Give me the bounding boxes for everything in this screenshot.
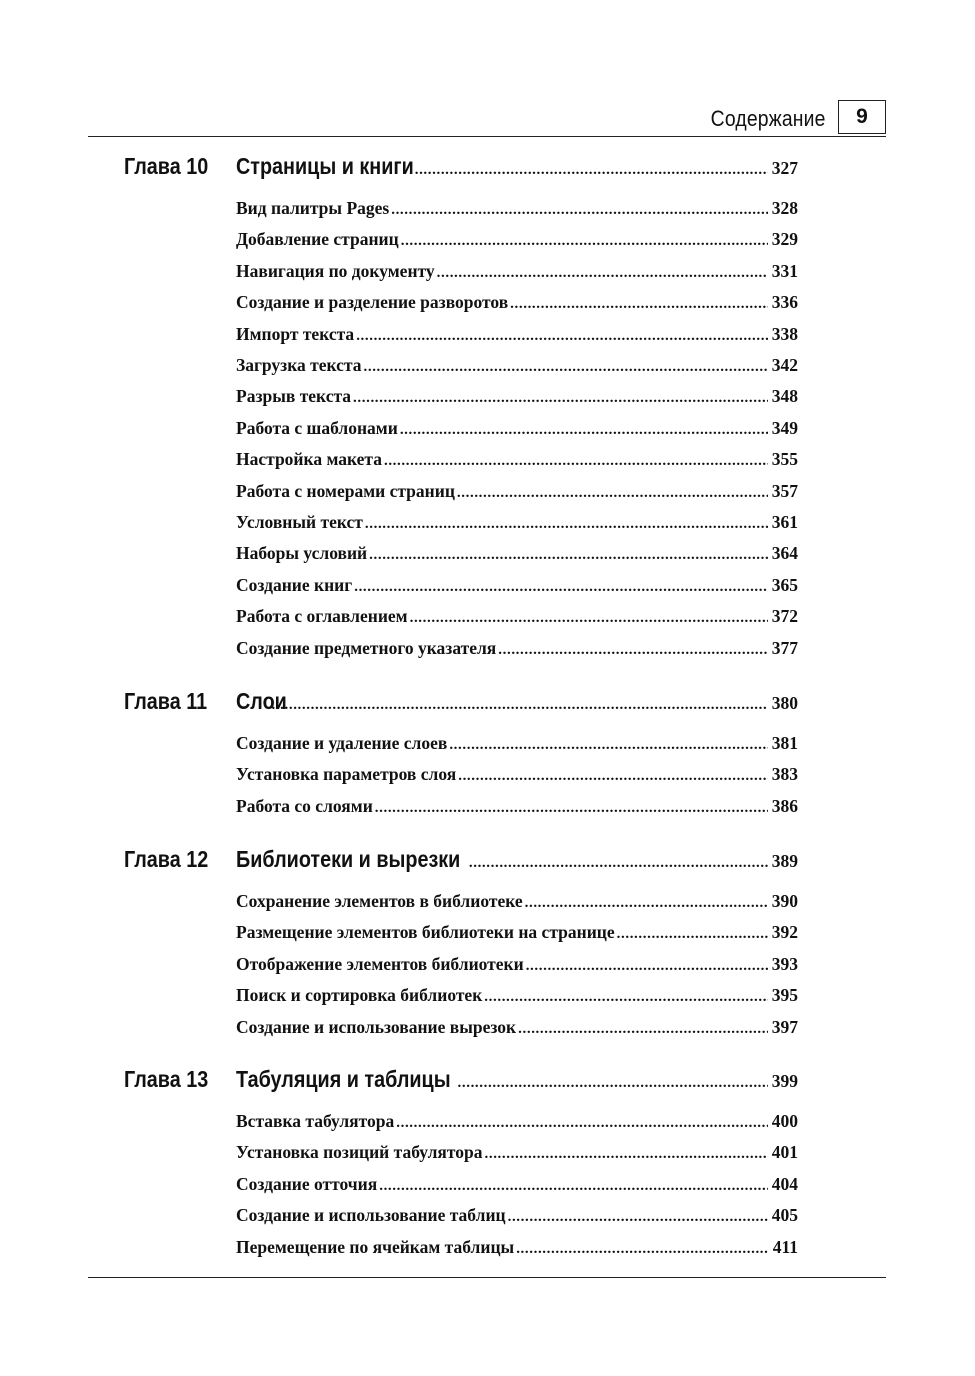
section-title: Установка позиций табулятора <box>236 1142 483 1163</box>
section-page-number: 401 <box>771 1142 798 1163</box>
section-leader-line <box>236 1142 798 1163</box>
section-leader-line <box>236 1237 798 1258</box>
dot-leader <box>356 328 768 345</box>
section-title: Создание и разделение разворотов <box>236 292 509 313</box>
section-page-number: 400 <box>771 1111 798 1131</box>
chapter-leader-line <box>236 846 798 873</box>
chapter-leader-line <box>236 153 798 180</box>
dot-leader <box>354 579 768 596</box>
dot-leader <box>437 265 768 282</box>
section-row[interactable] <box>0 229 975 259</box>
section-page-number: 361 <box>771 512 798 532</box>
section-row[interactable] <box>0 324 975 354</box>
section-leader-line <box>236 355 798 376</box>
section-page-number: 328 <box>771 198 798 218</box>
chapter-label: Глава 12 <box>124 846 209 872</box>
section-row[interactable] <box>0 1205 975 1235</box>
section-title: Перемещение по ячейкам таблицы <box>236 1236 515 1257</box>
section-row[interactable] <box>0 512 975 542</box>
section-row[interactable] <box>0 261 975 291</box>
section-row[interactable] <box>0 543 975 573</box>
dot-leader <box>508 1209 768 1226</box>
section-leader-line <box>236 1111 798 1132</box>
section-leader-line <box>236 733 798 754</box>
section-page-number: 355 <box>771 449 798 470</box>
section-leader-line <box>236 796 798 817</box>
dot-leader <box>415 162 768 179</box>
section-leader-line <box>236 1174 798 1195</box>
section-leader-line <box>236 543 798 564</box>
chapter-label: Глава 13 <box>124 1066 209 1092</box>
section-page-number: 342 <box>771 355 798 375</box>
dot-leader <box>526 958 768 975</box>
section-row[interactable] <box>0 954 975 984</box>
dot-leader <box>379 1178 768 1195</box>
section-title: Создание и использование вырезок <box>236 1016 517 1037</box>
section-page-number: 397 <box>771 1016 798 1037</box>
section-title: Вставка табулятора <box>236 1111 395 1131</box>
section-title: Условный текст <box>236 512 363 532</box>
section-leader-line <box>236 229 798 250</box>
section-page-number: 404 <box>771 1173 798 1194</box>
dot-leader <box>510 296 768 313</box>
section-page-number: 386 <box>771 795 798 816</box>
section-title: Импорт текста <box>236 323 355 344</box>
section-row[interactable] <box>0 1237 975 1267</box>
section-page-number: 405 <box>771 1205 798 1226</box>
dot-leader <box>525 895 768 912</box>
section-title: Работа с шаблонами <box>236 417 398 438</box>
section-title: Создание и использование таблиц <box>236 1205 506 1226</box>
section-page-number: 383 <box>771 764 798 785</box>
section-title: Разрыв текста <box>236 386 352 407</box>
section-leader-line <box>236 575 798 596</box>
chapter-title: Библиотеки и вырезки <box>236 846 461 872</box>
section-row[interactable] <box>0 1017 975 1047</box>
section-title: Создание книг <box>236 574 353 595</box>
dot-leader <box>516 1241 769 1258</box>
section-page-number: 365 <box>771 574 798 595</box>
section-title: Сохранение элементов в библиотеке <box>236 891 523 911</box>
section-row[interactable] <box>0 1142 975 1172</box>
dot-leader <box>458 1075 768 1092</box>
section-page-number: 331 <box>771 260 798 281</box>
section-title: Установка параметров слоя <box>236 764 457 785</box>
section-row[interactable] <box>0 292 975 322</box>
section-row[interactable] <box>0 638 975 668</box>
section-title: Вид палитры Pages <box>236 198 390 218</box>
section-row[interactable] <box>0 606 975 636</box>
chapter-row[interactable] <box>0 1066 975 1106</box>
section-leader-line <box>236 606 798 627</box>
dot-leader <box>518 1021 768 1038</box>
chapter-title: Табуляция и таблицы <box>236 1066 451 1092</box>
section-page-number: 372 <box>771 606 798 627</box>
chapter-row[interactable] <box>0 688 975 728</box>
section-page-number: 411 <box>772 1236 798 1257</box>
dot-leader <box>375 800 768 817</box>
dot-leader <box>400 422 768 439</box>
section-leader-line <box>236 891 798 912</box>
section-row[interactable] <box>0 922 975 952</box>
dot-leader <box>369 547 768 564</box>
section-leader-line <box>236 764 798 785</box>
dot-leader <box>365 516 768 533</box>
dot-leader <box>484 989 767 1006</box>
section-leader-line <box>236 638 798 659</box>
dot-leader <box>498 642 767 659</box>
dot-leader <box>449 737 767 754</box>
chapter-label: Глава 10 <box>124 153 209 179</box>
section-leader-line <box>236 1017 798 1038</box>
section-row[interactable] <box>0 764 975 794</box>
section-leader-line <box>236 418 798 439</box>
section-leader-line <box>236 922 798 943</box>
section-row[interactable] <box>0 481 975 511</box>
section-title: Настройка макета <box>236 449 382 470</box>
chapter-page-number: 380 <box>771 693 798 713</box>
section-title: Отображение элементов библиотеки <box>236 953 524 974</box>
chapter-title: Слои <box>236 688 287 714</box>
section-title: Поиск и сортировка библиотек <box>236 985 483 1006</box>
section-page-number: 381 <box>771 733 798 753</box>
section-row[interactable] <box>0 1111 975 1141</box>
dot-leader <box>617 926 768 943</box>
section-page-number: 336 <box>771 292 798 313</box>
section-title: Работа с оглавлением <box>236 606 408 627</box>
chapter-leader-line <box>236 688 798 715</box>
section-title: Загрузка текста <box>236 355 362 375</box>
chapter-row[interactable] <box>0 846 975 886</box>
section-title: Добавление страниц <box>236 229 399 250</box>
dot-leader <box>457 485 768 502</box>
section-leader-line <box>236 386 798 407</box>
page-number: 9 <box>838 100 886 134</box>
section-leader-line <box>236 292 798 313</box>
section-leader-line <box>236 261 798 282</box>
section-page-number: 393 <box>771 953 798 974</box>
dot-leader <box>391 202 768 219</box>
chapter-page-number: 399 <box>771 1071 798 1091</box>
dot-leader <box>469 855 768 872</box>
section-leader-line <box>236 985 798 1006</box>
chapter-page-number: 389 <box>771 851 798 871</box>
section-page-number: 357 <box>771 480 798 501</box>
section-leader-line <box>236 324 798 345</box>
section-page-number: 338 <box>771 323 798 344</box>
section-page-number: 348 <box>771 386 798 407</box>
section-page-number: 377 <box>771 637 798 658</box>
section-row[interactable] <box>0 198 975 228</box>
section-title: Создание отточия <box>236 1173 378 1194</box>
section-row[interactable] <box>0 891 975 921</box>
section-title: Создание предметного указателя <box>236 637 497 658</box>
section-page-number: 392 <box>771 922 798 943</box>
section-row[interactable] <box>0 449 975 479</box>
section-row[interactable] <box>0 1174 975 1204</box>
dot-leader <box>458 768 768 785</box>
section-page-number: 390 <box>771 891 798 911</box>
section-leader-line <box>236 481 798 502</box>
dot-leader <box>485 1146 768 1163</box>
section-page-number: 329 <box>771 229 798 250</box>
chapter-label: Глава 11 <box>124 688 208 714</box>
section-title: Навигация по документу <box>236 260 435 281</box>
section-title: Работа со слоями <box>236 795 373 816</box>
section-leader-line <box>236 449 798 470</box>
section-leader-line <box>236 512 798 533</box>
dot-leader <box>353 390 768 407</box>
dot-leader <box>364 359 768 376</box>
section-row[interactable] <box>0 575 975 605</box>
section-row[interactable] <box>0 733 975 763</box>
section-page-number: 395 <box>771 985 798 1006</box>
dot-leader <box>267 697 768 714</box>
section-row[interactable] <box>0 796 975 826</box>
section-leader-line <box>236 1205 798 1226</box>
dot-leader <box>396 1115 768 1132</box>
section-title: Наборы условий <box>236 543 368 564</box>
dot-leader <box>410 610 768 627</box>
section-leader-line <box>236 954 798 975</box>
section-title: Работа с номерами страниц <box>236 480 455 501</box>
section-title: Создание и удаление слоев <box>236 733 448 753</box>
bottom-rule <box>88 1277 886 1278</box>
chapter-page-number: 327 <box>771 158 798 178</box>
section-page-number: 364 <box>771 543 798 564</box>
chapter-leader-line <box>236 1066 798 1093</box>
running-header <box>88 100 886 137</box>
chapter-title: Страницы и книги <box>236 153 414 179</box>
header-title: Содержание <box>711 106 826 131</box>
section-title: Размещение элементов библиотеки на странице <box>236 922 615 943</box>
section-row[interactable] <box>0 386 975 416</box>
dot-leader <box>384 453 768 470</box>
section-row[interactable] <box>0 418 975 448</box>
section-row[interactable] <box>0 355 975 385</box>
section-leader-line <box>236 198 798 219</box>
section-row[interactable] <box>0 985 975 1015</box>
chapter-row[interactable] <box>0 153 975 193</box>
section-page-number: 349 <box>771 417 798 438</box>
dot-leader <box>401 233 768 250</box>
